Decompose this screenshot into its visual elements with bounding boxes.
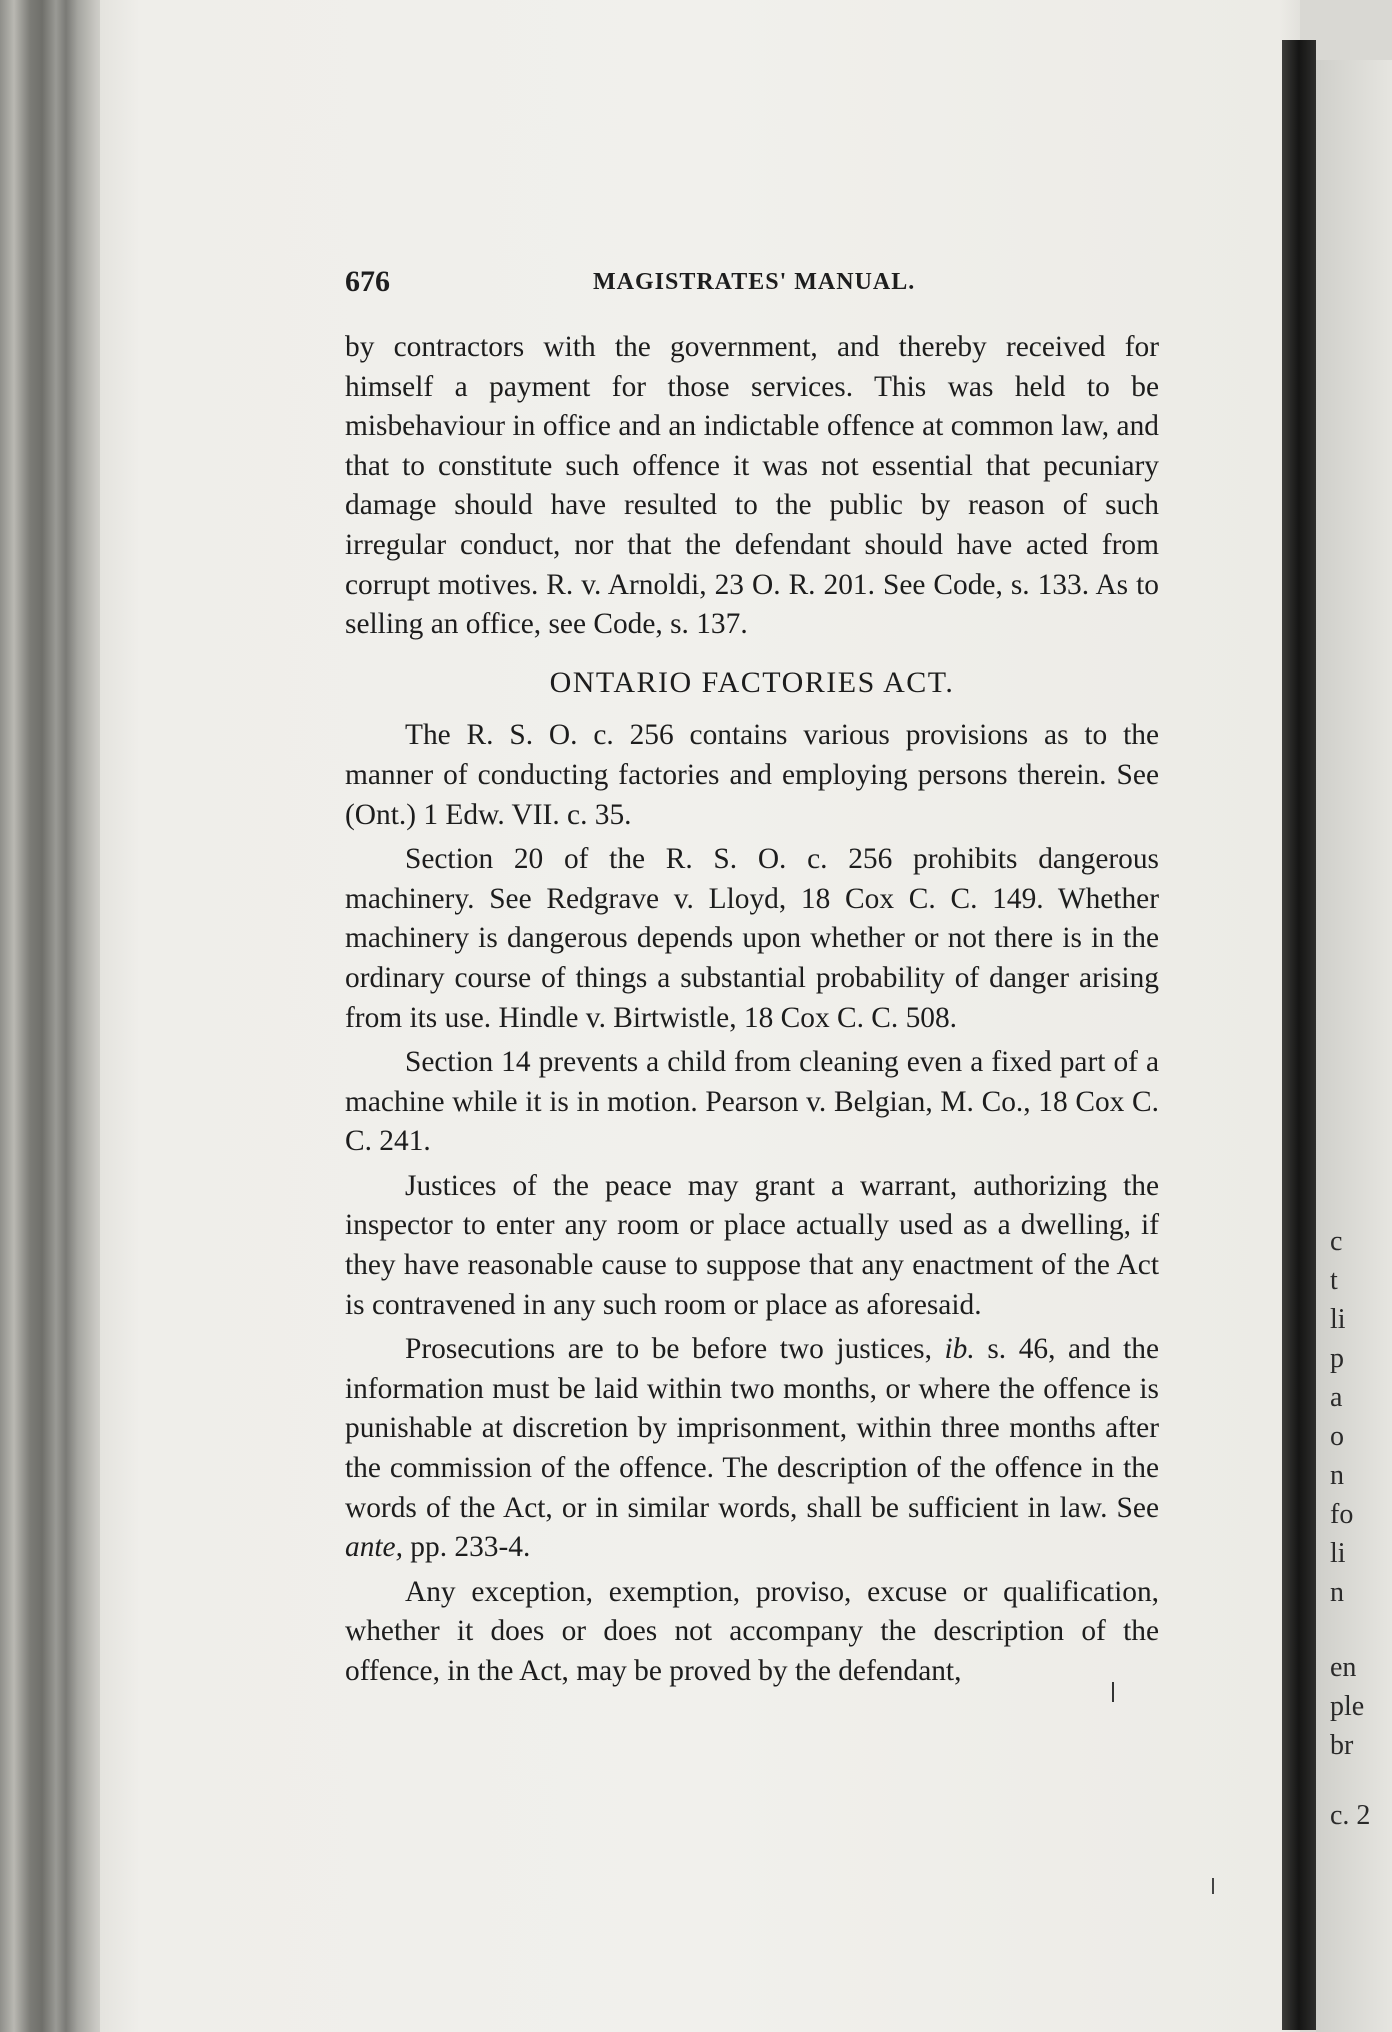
text-run: pp. 233-4. — [402, 1531, 531, 1564]
book-edge — [0, 0, 110, 2032]
page-body — [345, 328, 1159, 1697]
facing-page-fragment: n — [1330, 1577, 1344, 1608]
facing-page-fragment: t — [1330, 1265, 1338, 1296]
paragraph: Section 20 of the R. S. O. c. 256 prohibits dangerous machinery. See Redgrave v. Lloyd, 18 Cox C. C. 149. Whether machinery is dangerous depends upon whether or not there is in the ordinary course of things a substantial probability of danger arising from its use. Hindle v. Birtwistle, 18 Cox C. C. 508. — [345, 843, 1159, 1034]
facing-page-fragment: c. 2 — [1330, 1800, 1371, 1831]
facing-page-fragment: a — [1330, 1382, 1343, 1413]
paragraph: Any exception, exemption, proviso, excuse or qualification, whether it does or does not accompany the description of the offence, in the Act, may be proved by the defendant, — [345, 1575, 1159, 1687]
italic-reference: ante, — [345, 1531, 403, 1564]
italic-abbreviation: ib. — [944, 1333, 975, 1366]
paragraph-continuation: by contractors with the government, and thereby received for himself a payment for those services. This was held to be misbehaviour in office and an indictable offence at common law, and that to constitute such offence it was not essential that pecuniary damage should have resulted to the public by reason of such irregular conduct, nor that the defendant should have acted from corrupt motives. R. v. Arnoldi, 23 O. R. 201. See Code, s. 133. As to selling an office, see Code, s. 137. — [345, 331, 1159, 641]
facing-page-fragment: o — [1330, 1421, 1344, 1452]
page-number: 676 — [345, 265, 390, 298]
facing-page-fragment: li — [1330, 1304, 1346, 1335]
facing-page-fragment: c — [1330, 1226, 1343, 1257]
facing-page — [1316, 60, 1392, 2032]
facing-page-fragment: ple — [1330, 1691, 1365, 1722]
book-gutter — [1282, 40, 1316, 2030]
facing-page-fragment: li — [1330, 1538, 1346, 1569]
facing-page-fragment: br — [1330, 1730, 1354, 1761]
facing-page-fragment: en — [1330, 1652, 1357, 1683]
page-header — [345, 265, 1165, 309]
facing-page-fragment: fo — [1330, 1499, 1354, 1530]
section-title: ONTARIO FACTORIES ACT. — [549, 665, 955, 699]
text-run: s. 46, and the information must be laid within two months, or where the offence is punishable at discretion by imprisonment, within three months after the commission of the offence. The description of the offence in the words of the Act, or in similar words, shall be sufficient in law. See — [345, 1333, 1159, 1524]
paragraph: Justices of the peace may grant a warrant, authorizing the inspector to enter any room or place actually used as a dwelling, if they have reasonable cause to suppose that any enactment of the Act is contravened in any such room or place as aforesaid. — [345, 1169, 1159, 1321]
paragraph: The R. S. O. c. 256 contains various provisions as to the manner of conducting factories and employing persons therein. See (Ont.) 1 Edw. VII. c. 35. — [345, 719, 1159, 831]
running-head: MAGISTRATES' MANUAL. — [593, 269, 916, 295]
text-run: Prosecutions are to be before two justices, — [405, 1333, 945, 1366]
facing-page-fragment: n — [1330, 1460, 1344, 1491]
facing-page-fragment: p — [1330, 1343, 1344, 1374]
print-mark — [1112, 1682, 1114, 1702]
paragraph: Section 14 prevents a child from cleaning even a fixed part of a machine while it is in motion. Pearson v. Belgian, M. Co., 18 Cox C. C. 241. — [345, 1046, 1159, 1158]
paragraph — [345, 1330, 1159, 1568]
print-mark — [1212, 1878, 1214, 1894]
